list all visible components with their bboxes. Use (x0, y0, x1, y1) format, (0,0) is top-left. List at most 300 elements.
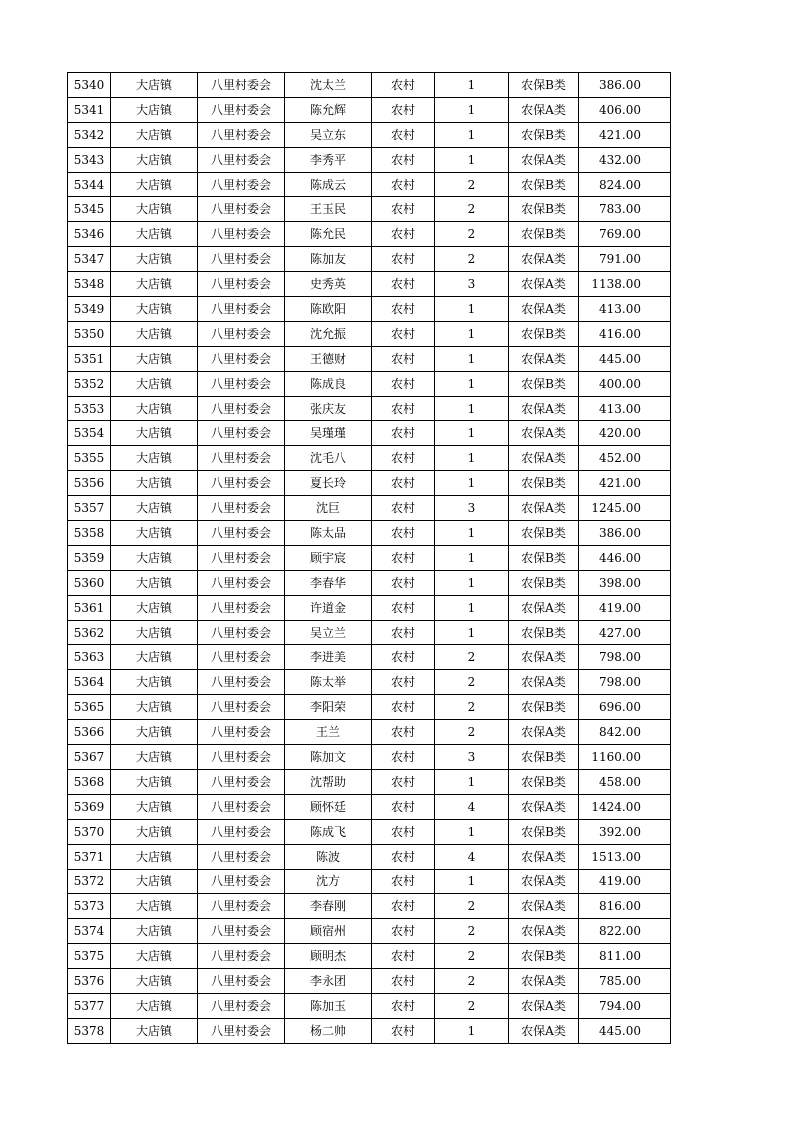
record-number-cell: 5370 (68, 819, 111, 844)
table-row (68, 695, 671, 720)
village-committee-cell: 八里村委会 (198, 545, 285, 570)
insurance-category-cell: 农保B类 (509, 172, 579, 197)
insurance-category-cell: 农保A类 (509, 97, 579, 122)
amount-cell: 769.00 (579, 222, 671, 247)
area-type-cell: 农村 (372, 371, 435, 396)
area-type-cell: 农村 (372, 545, 435, 570)
name-cell: 史秀英 (285, 272, 372, 297)
village-committee-cell: 八里村委会 (198, 695, 285, 720)
household-count-cell: 2 (435, 919, 509, 944)
amount-cell: 842.00 (579, 720, 671, 745)
name-cell: 沈毛八 (285, 446, 372, 471)
town-cell: 大店镇 (111, 769, 198, 794)
area-type-cell: 农村 (372, 1018, 435, 1043)
table-row (68, 570, 671, 595)
village-committee-cell: 八里村委会 (198, 595, 285, 620)
insurance-category-cell: 农保B类 (509, 695, 579, 720)
village-committee-cell: 八里村委会 (198, 172, 285, 197)
table-row (68, 346, 671, 371)
household-count-cell: 2 (435, 894, 509, 919)
village-committee-cell: 八里村委会 (198, 371, 285, 396)
household-count-cell: 1 (435, 147, 509, 172)
household-count-cell: 1 (435, 769, 509, 794)
name-cell: 沈允振 (285, 321, 372, 346)
name-cell: 顾明杰 (285, 944, 372, 969)
town-cell: 大店镇 (111, 122, 198, 147)
amount-cell: 1245.00 (579, 496, 671, 521)
table-row (68, 371, 671, 396)
village-committee-cell: 八里村委会 (198, 969, 285, 994)
household-count-cell: 4 (435, 844, 509, 869)
household-count-cell: 2 (435, 944, 509, 969)
household-count-cell: 1 (435, 346, 509, 371)
town-cell: 大店镇 (111, 197, 198, 222)
table-row (68, 1018, 671, 1043)
town-cell: 大店镇 (111, 446, 198, 471)
name-cell: 沈方 (285, 869, 372, 894)
household-count-cell: 1 (435, 396, 509, 421)
name-cell: 李进美 (285, 645, 372, 670)
amount-cell: 446.00 (579, 545, 671, 570)
amount-cell: 824.00 (579, 172, 671, 197)
town-cell: 大店镇 (111, 645, 198, 670)
area-type-cell: 农村 (372, 272, 435, 297)
table-row (68, 396, 671, 421)
insurance-category-cell: 农保B类 (509, 122, 579, 147)
amount-cell: 791.00 (579, 247, 671, 272)
record-number-cell: 5369 (68, 794, 111, 819)
table-row (68, 147, 671, 172)
record-number-cell: 5348 (68, 272, 111, 297)
table-row (68, 521, 671, 546)
village-committee-cell: 八里村委会 (198, 73, 285, 98)
insurance-category-cell: 农保A类 (509, 272, 579, 297)
town-cell: 大店镇 (111, 272, 198, 297)
table-row (68, 595, 671, 620)
village-committee-cell: 八里村委会 (198, 944, 285, 969)
insurance-category-cell: 农保A类 (509, 869, 579, 894)
village-committee-cell: 八里村委会 (198, 720, 285, 745)
table-row (68, 172, 671, 197)
table-row (68, 247, 671, 272)
record-number-cell: 5365 (68, 695, 111, 720)
table-row (68, 496, 671, 521)
town-cell: 大店镇 (111, 172, 198, 197)
insurance-category-cell: 农保A类 (509, 919, 579, 944)
amount-cell: 398.00 (579, 570, 671, 595)
area-type-cell: 农村 (372, 969, 435, 994)
area-type-cell: 农村 (372, 222, 435, 247)
record-number-cell: 5371 (68, 844, 111, 869)
name-cell: 沈太兰 (285, 73, 372, 98)
village-committee-cell: 八里村委会 (198, 222, 285, 247)
table-row (68, 919, 671, 944)
town-cell: 大店镇 (111, 670, 198, 695)
household-count-cell: 2 (435, 720, 509, 745)
area-type-cell: 农村 (372, 769, 435, 794)
village-committee-cell: 八里村委会 (198, 620, 285, 645)
area-type-cell: 农村 (372, 844, 435, 869)
amount-cell: 419.00 (579, 595, 671, 620)
town-cell: 大店镇 (111, 794, 198, 819)
town-cell: 大店镇 (111, 1018, 198, 1043)
town-cell: 大店镇 (111, 321, 198, 346)
record-number-cell: 5372 (68, 869, 111, 894)
record-number-cell: 5342 (68, 122, 111, 147)
household-count-cell: 2 (435, 695, 509, 720)
town-cell: 大店镇 (111, 73, 198, 98)
amount-cell: 794.00 (579, 993, 671, 1018)
insurance-category-cell: 农保A类 (509, 645, 579, 670)
record-number-cell: 5353 (68, 396, 111, 421)
record-number-cell: 5359 (68, 545, 111, 570)
amount-cell: 811.00 (579, 944, 671, 969)
amount-cell: 1424.00 (579, 794, 671, 819)
amount-cell: 392.00 (579, 819, 671, 844)
town-cell: 大店镇 (111, 595, 198, 620)
amount-cell: 783.00 (579, 197, 671, 222)
village-committee-cell: 八里村委会 (198, 297, 285, 322)
household-count-cell: 1 (435, 1018, 509, 1043)
amount-cell: 416.00 (579, 321, 671, 346)
insurance-category-cell: 农保B类 (509, 521, 579, 546)
record-number-cell: 5358 (68, 521, 111, 546)
household-count-cell: 1 (435, 819, 509, 844)
name-cell: 陈波 (285, 844, 372, 869)
village-committee-cell: 八里村委会 (198, 844, 285, 869)
town-cell: 大店镇 (111, 969, 198, 994)
insurance-category-cell: 农保A类 (509, 496, 579, 521)
household-count-cell: 2 (435, 670, 509, 695)
town-cell: 大店镇 (111, 894, 198, 919)
town-cell: 大店镇 (111, 147, 198, 172)
name-cell: 陈加玉 (285, 993, 372, 1018)
insurance-category-cell: 农保A类 (509, 595, 579, 620)
town-cell: 大店镇 (111, 745, 198, 770)
name-cell: 张庆友 (285, 396, 372, 421)
amount-cell: 386.00 (579, 521, 671, 546)
insurance-category-cell: 农保B类 (509, 769, 579, 794)
name-cell: 陈加友 (285, 247, 372, 272)
table-row (68, 944, 671, 969)
household-count-cell: 1 (435, 570, 509, 595)
village-committee-cell: 八里村委会 (198, 521, 285, 546)
town-cell: 大店镇 (111, 222, 198, 247)
amount-cell: 400.00 (579, 371, 671, 396)
record-number-cell: 5378 (68, 1018, 111, 1043)
table-row (68, 969, 671, 994)
village-committee-cell: 八里村委会 (198, 919, 285, 944)
village-committee-cell: 八里村委会 (198, 446, 285, 471)
insurance-category-cell: 农保A类 (509, 720, 579, 745)
area-type-cell: 农村 (372, 122, 435, 147)
table-row (68, 421, 671, 446)
table-row (68, 272, 671, 297)
insurance-category-cell: 农保B类 (509, 745, 579, 770)
insurance-category-cell: 农保A类 (509, 993, 579, 1018)
village-committee-cell: 八里村委会 (198, 993, 285, 1018)
insurance-category-cell: 农保A类 (509, 1018, 579, 1043)
village-committee-cell: 八里村委会 (198, 396, 285, 421)
table-row (68, 222, 671, 247)
insurance-category-cell: 农保A类 (509, 247, 579, 272)
insurance-category-cell: 农保A类 (509, 346, 579, 371)
record-number-cell: 5374 (68, 919, 111, 944)
record-number-cell: 5363 (68, 645, 111, 670)
record-number-cell: 5346 (68, 222, 111, 247)
insurance-category-cell: 农保B类 (509, 222, 579, 247)
name-cell: 陈允辉 (285, 97, 372, 122)
household-count-cell: 2 (435, 197, 509, 222)
village-committee-cell: 八里村委会 (198, 570, 285, 595)
amount-cell: 413.00 (579, 396, 671, 421)
town-cell: 大店镇 (111, 620, 198, 645)
name-cell: 杨二帅 (285, 1018, 372, 1043)
village-committee-cell: 八里村委会 (198, 147, 285, 172)
record-number-cell: 5360 (68, 570, 111, 595)
name-cell: 顾宇宸 (285, 545, 372, 570)
amount-cell: 427.00 (579, 620, 671, 645)
area-type-cell: 农村 (372, 396, 435, 421)
village-committee-cell: 八里村委会 (198, 745, 285, 770)
record-number-cell: 5366 (68, 720, 111, 745)
table-row (68, 73, 671, 98)
insurance-category-cell: 农保B类 (509, 321, 579, 346)
household-count-cell: 1 (435, 620, 509, 645)
household-count-cell: 4 (435, 794, 509, 819)
village-committee-cell: 八里村委会 (198, 122, 285, 147)
household-count-cell: 1 (435, 869, 509, 894)
area-type-cell: 农村 (372, 496, 435, 521)
village-committee-cell: 八里村委会 (198, 794, 285, 819)
household-count-cell: 3 (435, 272, 509, 297)
table-row (68, 645, 671, 670)
record-number-cell: 5367 (68, 745, 111, 770)
area-type-cell: 农村 (372, 521, 435, 546)
name-cell: 夏长玲 (285, 471, 372, 496)
area-type-cell: 农村 (372, 421, 435, 446)
area-type-cell: 农村 (372, 919, 435, 944)
town-cell: 大店镇 (111, 819, 198, 844)
household-count-cell: 1 (435, 122, 509, 147)
village-committee-cell: 八里村委会 (198, 869, 285, 894)
insurance-category-cell: 农保A类 (509, 396, 579, 421)
town-cell: 大店镇 (111, 247, 198, 272)
village-committee-cell: 八里村委会 (198, 97, 285, 122)
town-cell: 大店镇 (111, 869, 198, 894)
amount-cell: 785.00 (579, 969, 671, 994)
insurance-category-cell: 农保A类 (509, 844, 579, 869)
name-cell: 陈太品 (285, 521, 372, 546)
name-cell: 陈成云 (285, 172, 372, 197)
household-count-cell: 2 (435, 993, 509, 1018)
record-number-cell: 5362 (68, 620, 111, 645)
name-cell: 李阳荣 (285, 695, 372, 720)
town-cell: 大店镇 (111, 471, 198, 496)
household-count-cell: 1 (435, 521, 509, 546)
name-cell: 吴立兰 (285, 620, 372, 645)
name-cell: 吴立东 (285, 122, 372, 147)
village-committee-cell: 八里村委会 (198, 197, 285, 222)
record-number-cell: 5345 (68, 197, 111, 222)
area-type-cell: 农村 (372, 670, 435, 695)
area-type-cell: 农村 (372, 720, 435, 745)
table-row (68, 197, 671, 222)
household-count-cell: 2 (435, 247, 509, 272)
household-count-cell: 3 (435, 496, 509, 521)
record-number-cell: 5364 (68, 670, 111, 695)
area-type-cell: 农村 (372, 695, 435, 720)
amount-cell: 1160.00 (579, 745, 671, 770)
area-type-cell: 农村 (372, 993, 435, 1018)
benefit-roster-table (67, 72, 671, 1044)
record-number-cell: 5340 (68, 73, 111, 98)
household-count-cell: 1 (435, 471, 509, 496)
village-committee-cell: 八里村委会 (198, 496, 285, 521)
record-number-cell: 5361 (68, 595, 111, 620)
amount-cell: 798.00 (579, 645, 671, 670)
area-type-cell: 农村 (372, 894, 435, 919)
name-cell: 李春华 (285, 570, 372, 595)
record-number-cell: 5356 (68, 471, 111, 496)
area-type-cell: 农村 (372, 471, 435, 496)
household-count-cell: 1 (435, 73, 509, 98)
village-committee-cell: 八里村委会 (198, 670, 285, 695)
town-cell: 大店镇 (111, 570, 198, 595)
record-number-cell: 5347 (68, 247, 111, 272)
household-count-cell: 2 (435, 172, 509, 197)
amount-cell: 421.00 (579, 471, 671, 496)
record-number-cell: 5351 (68, 346, 111, 371)
insurance-category-cell: 农保A类 (509, 969, 579, 994)
amount-cell: 696.00 (579, 695, 671, 720)
table-row (68, 97, 671, 122)
record-number-cell: 5349 (68, 297, 111, 322)
table-row (68, 122, 671, 147)
household-count-cell: 2 (435, 969, 509, 994)
area-type-cell: 农村 (372, 620, 435, 645)
area-type-cell: 农村 (372, 197, 435, 222)
village-committee-cell: 八里村委会 (198, 346, 285, 371)
table-row (68, 471, 671, 496)
household-count-cell: 1 (435, 97, 509, 122)
village-committee-cell: 八里村委会 (198, 321, 285, 346)
village-committee-cell: 八里村委会 (198, 819, 285, 844)
amount-cell: 445.00 (579, 1018, 671, 1043)
name-cell: 李春刚 (285, 894, 372, 919)
record-number-cell: 5376 (68, 969, 111, 994)
town-cell: 大店镇 (111, 944, 198, 969)
town-cell: 大店镇 (111, 993, 198, 1018)
amount-cell: 1513.00 (579, 844, 671, 869)
record-number-cell: 5357 (68, 496, 111, 521)
name-cell: 陈太举 (285, 670, 372, 695)
village-committee-cell: 八里村委会 (198, 272, 285, 297)
name-cell: 许道金 (285, 595, 372, 620)
insurance-category-cell: 农保B类 (509, 620, 579, 645)
amount-cell: 421.00 (579, 122, 671, 147)
insurance-category-cell: 农保B类 (509, 944, 579, 969)
name-cell: 陈成良 (285, 371, 372, 396)
household-count-cell: 1 (435, 446, 509, 471)
household-count-cell: 2 (435, 222, 509, 247)
insurance-category-cell: 农保A类 (509, 446, 579, 471)
insurance-category-cell: 农保B类 (509, 73, 579, 98)
household-count-cell: 1 (435, 421, 509, 446)
area-type-cell: 农村 (372, 73, 435, 98)
insurance-category-cell: 农保B类 (509, 197, 579, 222)
record-number-cell: 5343 (68, 147, 111, 172)
name-cell: 沈巨 (285, 496, 372, 521)
village-committee-cell: 八里村委会 (198, 645, 285, 670)
area-type-cell: 农村 (372, 247, 435, 272)
amount-cell: 432.00 (579, 147, 671, 172)
area-type-cell: 农村 (372, 794, 435, 819)
town-cell: 大店镇 (111, 545, 198, 570)
area-type-cell: 农村 (372, 446, 435, 471)
record-number-cell: 5352 (68, 371, 111, 396)
table-row (68, 720, 671, 745)
name-cell: 王玉民 (285, 197, 372, 222)
name-cell: 李永团 (285, 969, 372, 994)
area-type-cell: 农村 (372, 869, 435, 894)
table-row (68, 869, 671, 894)
name-cell: 李秀平 (285, 147, 372, 172)
amount-cell: 452.00 (579, 446, 671, 471)
insurance-category-cell: 农保B类 (509, 545, 579, 570)
insurance-category-cell: 农保A类 (509, 297, 579, 322)
record-number-cell: 5350 (68, 321, 111, 346)
name-cell: 王德财 (285, 346, 372, 371)
town-cell: 大店镇 (111, 695, 198, 720)
table-row (68, 297, 671, 322)
amount-cell: 822.00 (579, 919, 671, 944)
table-row (68, 844, 671, 869)
name-cell: 陈加文 (285, 745, 372, 770)
name-cell: 吴瑾瑾 (285, 421, 372, 446)
insurance-category-cell: 农保B类 (509, 471, 579, 496)
town-cell: 大店镇 (111, 371, 198, 396)
town-cell: 大店镇 (111, 421, 198, 446)
area-type-cell: 农村 (372, 147, 435, 172)
amount-cell: 406.00 (579, 97, 671, 122)
table-row (68, 769, 671, 794)
table-row (68, 321, 671, 346)
town-cell: 大店镇 (111, 844, 198, 869)
table-row (68, 745, 671, 770)
insurance-category-cell: 农保B类 (509, 371, 579, 396)
household-count-cell: 1 (435, 595, 509, 620)
area-type-cell: 农村 (372, 297, 435, 322)
table-row (68, 620, 671, 645)
area-type-cell: 农村 (372, 645, 435, 670)
insurance-category-cell: 农保A类 (509, 894, 579, 919)
amount-cell: 445.00 (579, 346, 671, 371)
area-type-cell: 农村 (372, 570, 435, 595)
insurance-category-cell: 农保A类 (509, 421, 579, 446)
town-cell: 大店镇 (111, 97, 198, 122)
household-count-cell: 2 (435, 645, 509, 670)
village-committee-cell: 八里村委会 (198, 769, 285, 794)
amount-cell: 798.00 (579, 670, 671, 695)
name-cell: 顾怀廷 (285, 794, 372, 819)
record-number-cell: 5377 (68, 993, 111, 1018)
insurance-category-cell: 农保A类 (509, 794, 579, 819)
record-number-cell: 5354 (68, 421, 111, 446)
record-number-cell: 5341 (68, 97, 111, 122)
amount-cell: 386.00 (579, 73, 671, 98)
amount-cell: 420.00 (579, 421, 671, 446)
